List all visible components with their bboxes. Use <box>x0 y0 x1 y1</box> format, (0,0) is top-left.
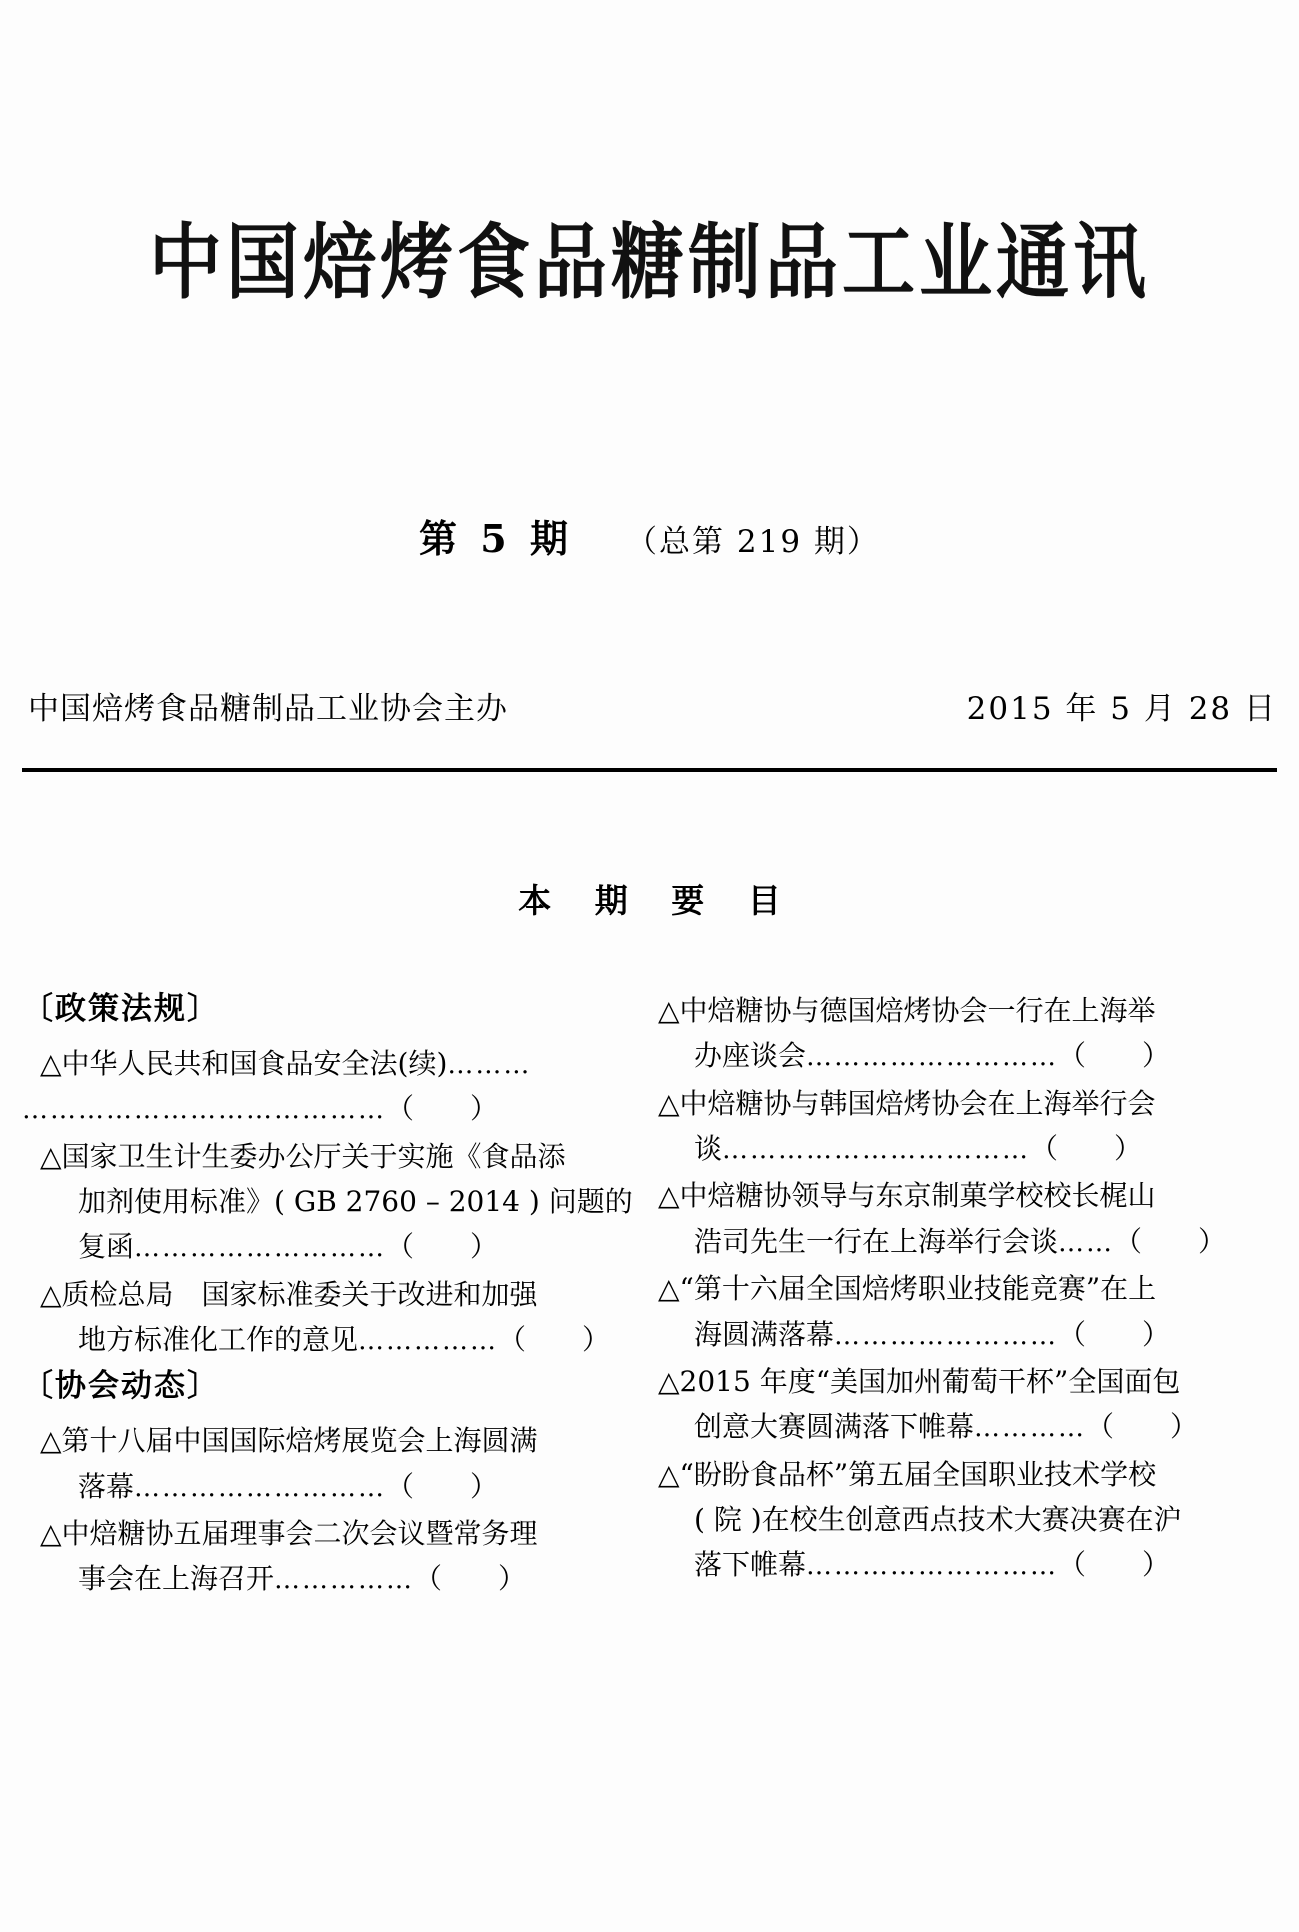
toc-page-number: （ ） <box>1030 1132 1143 1166</box>
journal-title: 中国焙烤食品糖制品工业通讯 <box>149 214 1150 311</box>
toc-entry-text: 海圆满落幕 <box>694 1317 835 1351</box>
contents-heading: 本 期 要 目 <box>518 881 797 920</box>
toc-entry-text: 浩司先生一行在上海举行会谈 <box>694 1224 1059 1258</box>
toc-entry-text: △第十八届中国国际焙烤展览会上海圆满 <box>40 1424 538 1458</box>
toc-entry-line <box>658 1173 1246 1218</box>
toc-entry-text: 落幕 <box>78 1469 135 1503</box>
toc-entry-line <box>658 1219 1246 1264</box>
toc-entry-text: 事会在上海召开 <box>78 1562 275 1596</box>
toc-page-number: （ ） <box>386 1092 499 1126</box>
toc-entry-text: △中焙糖协五届理事会二次会议暨常务理 <box>40 1516 538 1550</box>
toc-page-number: （ ） <box>414 1562 527 1596</box>
toc-entry-line <box>22 1317 610 1362</box>
toc-entry[interactable] <box>22 1418 610 1509</box>
toc-right-column <box>658 985 1246 1604</box>
toc-entry-line <box>658 1452 1246 1497</box>
publisher-name: 中国焙烤食品糖制品工业协会主办 <box>28 691 508 727</box>
toc-page-number: （ ） <box>1058 1039 1171 1073</box>
toc-page-number: （ ） <box>1086 1410 1199 1444</box>
toc-page-number: （ ） <box>498 1323 611 1356</box>
toc-entry-text: △质检总局 国家标准委关于改进和加强 <box>40 1277 538 1311</box>
toc-entry-text: 复函 <box>78 1230 135 1264</box>
toc-leader-dots: …… <box>1058 1227 1115 1258</box>
toc-leader-dots: …………… <box>358 1326 499 1356</box>
toc-page-number: （ ） <box>386 1469 499 1503</box>
toc-entry-line <box>658 1126 1246 1171</box>
issue-number: 第 5 期 <box>419 516 573 561</box>
toc-entry[interactable] <box>658 1452 1246 1588</box>
toc-leader-dots: …………………………… <box>722 1135 1031 1166</box>
toc-leader-dots: ……………………… <box>134 1233 387 1264</box>
toc-entry-text: △中焙糖协领导与东京制菓学校校长梶山 <box>658 1179 1156 1213</box>
toc-entry[interactable] <box>22 1272 610 1363</box>
toc-entry-line <box>658 1404 1246 1449</box>
toc-leader-dots: ……… <box>447 1049 532 1080</box>
toc-entry-line <box>658 1081 1246 1126</box>
toc-section-title: 〔协会动态〕 <box>22 1368 220 1405</box>
toc-entry[interactable] <box>658 1081 1246 1172</box>
toc-entry-line <box>22 1179 633 1224</box>
table-of-contents <box>22 985 1277 1604</box>
toc-page-number: （ ） <box>386 1230 499 1264</box>
toc-entry-text: △“第十六届全国焙烤职业技能竞赛”在上 <box>658 1272 1157 1306</box>
toc-entry-line <box>658 988 1246 1033</box>
toc-entry-line <box>658 1266 1246 1311</box>
toc-leader-dots: ………………………………… <box>22 1095 386 1126</box>
issue-cumulative-number: （总第 219 期） <box>626 524 880 560</box>
toc-entry-text: 谈 <box>694 1132 723 1166</box>
toc-page-number: （ ） <box>1114 1224 1227 1258</box>
toc-entry-line <box>658 1497 1246 1542</box>
toc-entry-line <box>22 1086 610 1131</box>
toc-page-number: （ ） <box>1058 1317 1171 1351</box>
toc-left-column <box>22 985 633 1604</box>
toc-leader-dots: …………………… <box>834 1320 1059 1351</box>
toc-entry-line <box>22 1041 610 1086</box>
toc-entry[interactable] <box>658 1173 1246 1264</box>
toc-entry-text: △“盼盼食品杯”第五届全国职业技术学校 <box>658 1457 1157 1491</box>
toc-entry-line <box>22 1464 610 1509</box>
imprint-line <box>28 683 1277 728</box>
toc-entry-line <box>22 1511 610 1556</box>
toc-leader-dots: ……………………… <box>806 1042 1059 1073</box>
toc-entry-line <box>22 1272 610 1317</box>
toc-entry[interactable] <box>22 1041 610 1132</box>
toc-entry-text: 加剂使用标准》( GB 2760 – 2014 ) 问题的 <box>78 1184 633 1218</box>
toc-entry-text: 落下帷幕 <box>694 1548 807 1582</box>
toc-entry-text: △中华人民共和国食品安全法(续) <box>40 1046 448 1080</box>
toc-entry-text: △2015 年度“美国加州葡萄干杯”全国面包 <box>658 1364 1181 1398</box>
toc-leader-dots: ……………………… <box>806 1551 1059 1582</box>
toc-entry[interactable] <box>658 988 1246 1079</box>
toc-entry-text: ( 院 )在校生创意西点技术大赛决赛在沪 <box>694 1502 1182 1536</box>
toc-entry[interactable] <box>658 1266 1246 1357</box>
toc-leader-dots: …………… <box>274 1565 415 1596</box>
toc-leader-dots: ……………………… <box>134 1472 387 1503</box>
toc-section-title: 〔政策法规〕 <box>22 991 220 1027</box>
toc-entry[interactable] <box>658 1359 1246 1450</box>
toc-entry-line <box>658 1033 1246 1078</box>
toc-entry-text: 办座谈会 <box>694 1039 807 1073</box>
masthead <box>0 214 1299 311</box>
toc-entry-text: △中焙糖协与韩国焙烤协会在上海举行会 <box>658 1086 1156 1120</box>
toc-entry-text: 创意大赛圆满落下帷幕 <box>694 1410 975 1444</box>
toc-entry-line <box>658 1359 1246 1404</box>
toc-entry-line <box>658 1542 1246 1587</box>
toc-entry-line <box>22 1224 610 1269</box>
toc-entry[interactable] <box>22 1511 610 1602</box>
toc-entry-line <box>22 1418 610 1463</box>
toc-entry-text: △中焙糖协与德国焙烤协会一行在上海举 <box>658 994 1156 1027</box>
toc-page-number: （ ） <box>1058 1548 1171 1582</box>
publication-date: 2015 年 5 月 28 日 <box>966 691 1277 727</box>
header-divider-rule <box>22 768 1277 772</box>
toc-entry-line <box>22 1134 610 1179</box>
toc-entry-text: 地方标准化工作的意见 <box>78 1323 359 1356</box>
toc-entry-text: △国家卫生计生委办公厅关于实施《食品添 <box>40 1139 566 1173</box>
toc-entry-line <box>658 1312 1246 1357</box>
toc-leader-dots: ………… <box>974 1413 1087 1444</box>
issue-line <box>0 508 1299 563</box>
toc-entry-line <box>22 1556 610 1601</box>
toc-entry[interactable] <box>22 1134 633 1270</box>
